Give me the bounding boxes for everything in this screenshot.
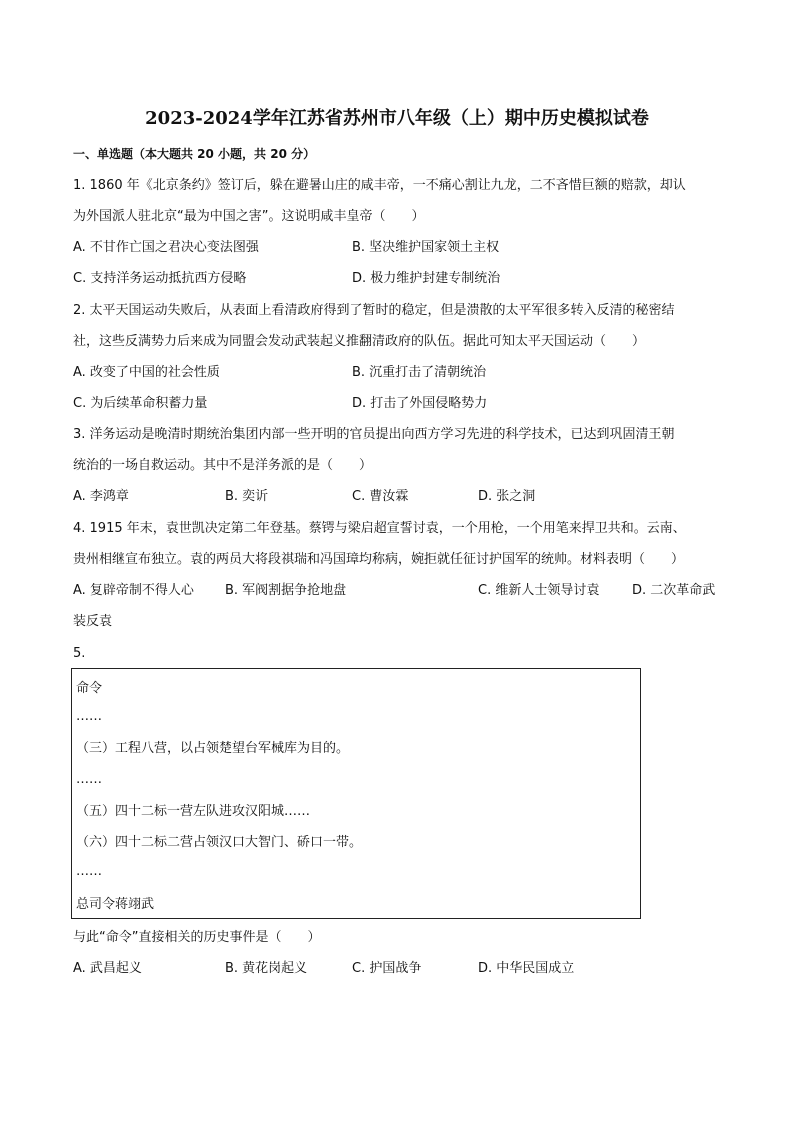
question-4-option-b: B. 军阀割据争抢地盘 <box>225 583 347 598</box>
question-2-line-2: 社，这些反满势力后来成为同盟会发动武装起义推翻清政府的队伍。据此可知太平天国运动（ ） <box>73 334 646 349</box>
question-2-option-d: D. 打击了外国侵略势力 <box>352 396 488 411</box>
command-ellipsis: …… <box>76 709 102 724</box>
question-5-option-d: D. 中华民国成立 <box>478 961 575 976</box>
question-3-line-2: 统治的一场自救运动。其中不是洋务派的是（ ） <box>73 458 373 473</box>
question-5-option-c: C. 护国战争 <box>352 961 422 976</box>
question-4-line-2: 贵州相继宣布独立。袁的两员大将段祺瑞和冯国璋均称病，婉拒就任征讨护国军的统帅。材料表明（ ） <box>73 552 685 567</box>
question-2-option-b: B. 沉重打击了清朝统治 <box>352 365 487 380</box>
question-4-option-c: C. 维新人士领导讨袁 <box>478 583 600 598</box>
command-material-box <box>71 668 641 919</box>
page-title: 2023-2024学年江苏省苏州市八年级（上）期中历史模拟试卷 <box>145 108 649 129</box>
question-2-line-1: 2. 太平天国运动失败后，从表面上看清政府得到了暂时的稳定，但是溃散的太平军很多转入反清的秘密结 <box>73 303 675 318</box>
command-item: （六）四十二标二营占领汉口大智门、硚口一带。 <box>76 835 363 850</box>
question-5-option-a: A. 武昌起义 <box>73 961 142 976</box>
command-item: （三）工程八营，以占领楚望台军械库为目的。 <box>76 741 350 756</box>
section-heading: 一、单选题（本大题共 20 小题，共 20 分） <box>73 147 316 161</box>
question-1-option-d: D. 极力维护封建专制统治 <box>352 271 501 286</box>
question-2-option-c: C. 为后续革命积蓄力量 <box>73 396 208 411</box>
question-1-line-2: 为外国派人驻北京“最为中国之害”。这说明咸丰皇帝（ ） <box>73 209 425 224</box>
question-5-stem: 与此“命令”直接相关的历史事件是（ ） <box>73 930 321 945</box>
question-4-option-a: A. 复辟帝制不得人心 <box>73 583 194 598</box>
command-signature: 总司令蒋翊武 <box>76 897 155 912</box>
command-item: （五）四十二标一营左队进攻汉阳城…… <box>76 804 311 819</box>
command-ellipsis: …… <box>76 864 102 879</box>
question-4-option-d-wrap: 装反袁 <box>73 614 113 629</box>
question-1-line-1: 1. 1860 年《北京条约》签订后，躲在避暑山庄的咸丰帝，一不痛心割让九龙，二不吝惜巨额的赔款，却认 <box>73 178 686 193</box>
question-3-option-b: B. 奕䜣 <box>225 489 269 504</box>
question-4-option-d: D. 二次革命武 <box>632 583 716 598</box>
question-3-option-a: A. 李鸿章 <box>73 489 129 504</box>
question-1-option-c: C. 支持洋务运动抵抗西方侵略 <box>73 271 247 286</box>
question-3-line-1: 3. 洋务运动是晚清时期统治集团内部一些开明的官员提出向西方学习先进的科学技术，已达到巩固清王朝 <box>73 427 675 442</box>
question-5-option-b: B. 黄花岗起义 <box>225 961 308 976</box>
command-ellipsis: …… <box>76 772 102 787</box>
question-2-option-a: A. 改变了中国的社会性质 <box>73 365 220 380</box>
command-title: 命令 <box>76 681 103 696</box>
question-1-option-a: A. 不甘作亡国之君决心变法图强 <box>73 240 259 255</box>
question-5-number: 5. <box>73 646 86 661</box>
question-3-option-c: C. 曹汝霖 <box>352 489 409 504</box>
question-4-line-1: 4. 1915 年末，袁世凯决定第二年登基。蔡锷与梁启超宣誓讨袁，一个用枪，一个用笔来捍卫共和。云南、 <box>73 521 686 536</box>
question-3-option-d: D. 张之洞 <box>478 489 536 504</box>
question-1-option-b: B. 坚决维护国家领土主权 <box>352 240 500 255</box>
